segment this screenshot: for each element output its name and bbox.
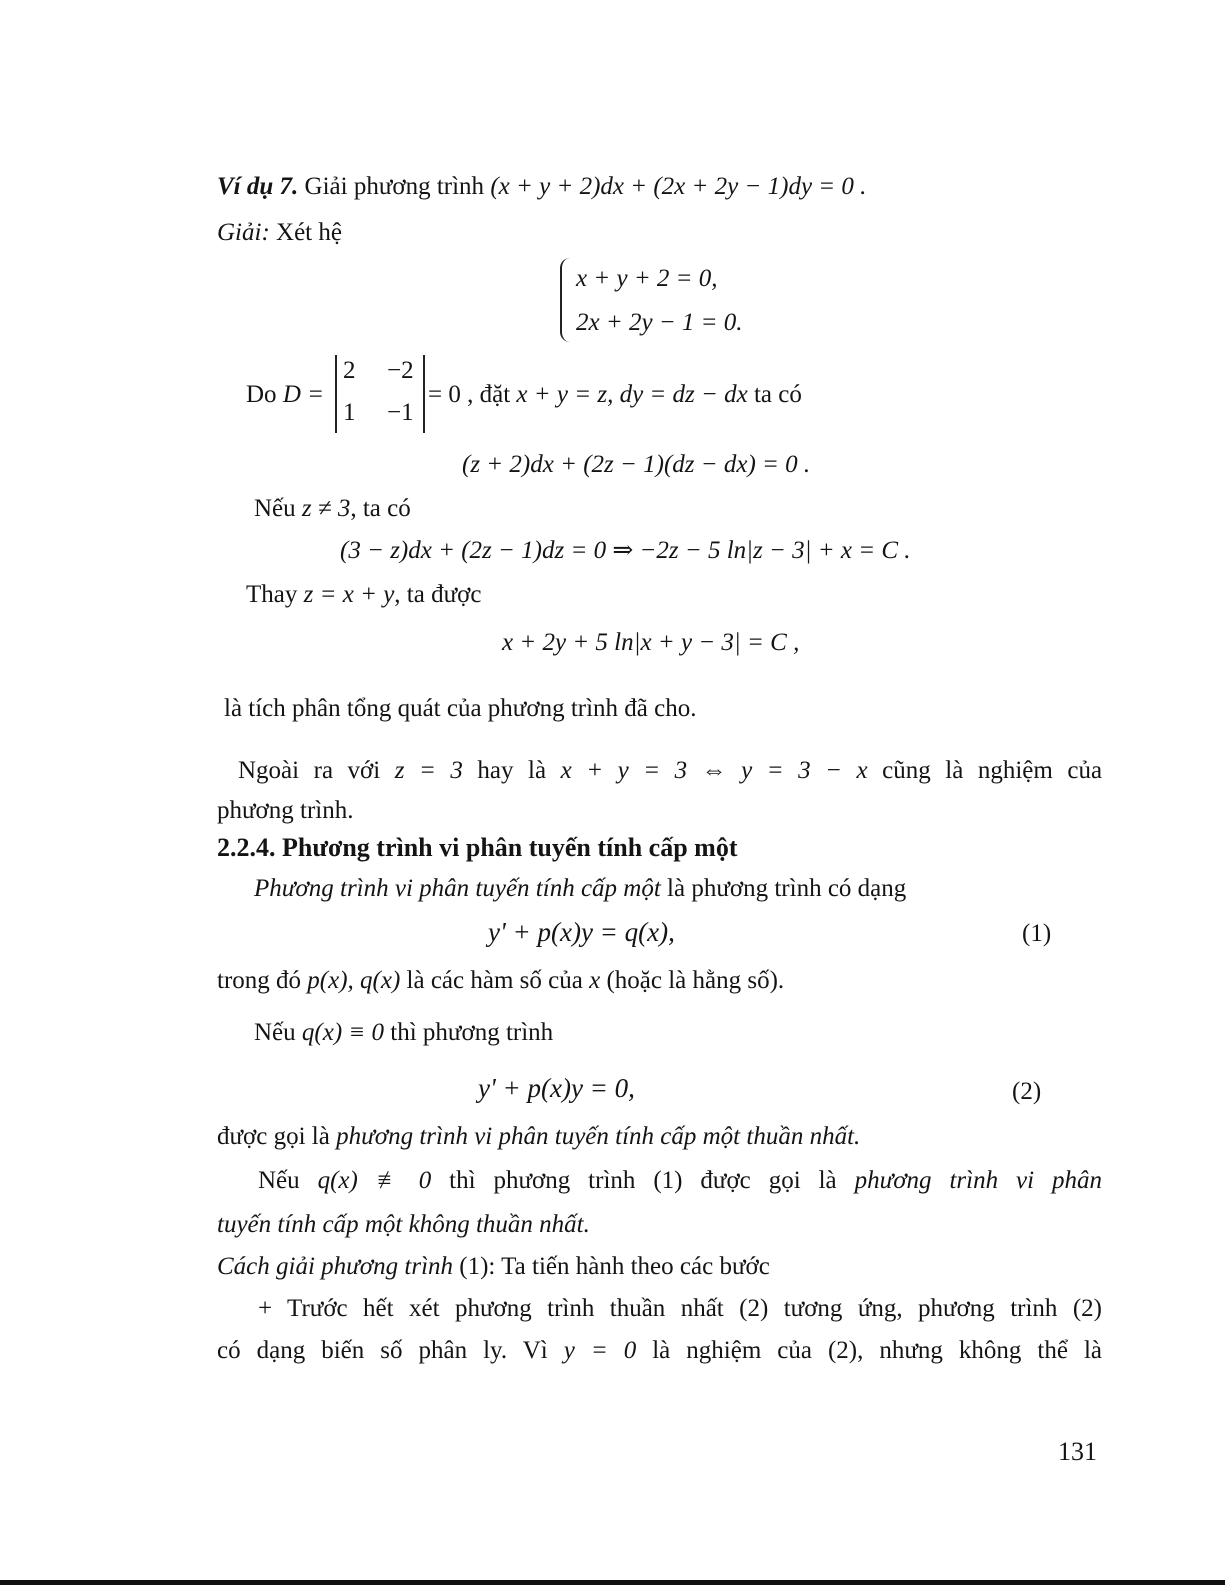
equation-1: y' + p(x)y = q(x), [488,917,675,947]
nonhom-a: Nếu [258,1167,300,1194]
equation-2-number: (2) [1012,1078,1042,1105]
thay-tail: , ta được [394,581,482,608]
if-zero-line [254,1018,553,1048]
ta-co: ta có [753,381,802,408]
step-line-1: + Trước hết xét phương trình thuần nhất (2) tương ứng, phương trình (2) [258,1295,1102,1322]
method-b: (1): Ta tiến hành theo các bước [459,1253,770,1280]
equation-1-number: (1) [1022,920,1052,947]
substitute-back-line [246,580,481,610]
solution-line [217,218,342,248]
system-brace [560,258,572,342]
bottom-rule [0,1580,1225,1585]
det-a12: −2 [387,357,414,384]
example-label: Ví dụ 7. [217,173,299,200]
step-2b: y = 0 [563,1337,637,1364]
if-zero-c: thì phương trình [390,1019,554,1046]
called-a: được gọi là [217,1123,330,1150]
substitution-line [428,380,802,410]
where-c: là các hàm số của [406,967,583,994]
neu-z-tail: , ta có [350,495,411,522]
det-a22: −1 [387,399,414,426]
called-line [217,1122,860,1152]
if-zero-b: q(x) ≡ 0 [301,1019,385,1046]
definition-italic: Phương trình vi phân tuyến tính cấp một [254,875,661,902]
z-condition: z ≠ 3 [301,495,351,522]
where-e: (hoặc là hằng số). [606,967,785,994]
nonhomogeneous-line-2: tuyến tính cấp một không thuần nhất. [217,1211,590,1238]
extra-1d: x + y = 3 ⇔ y = 3 − x [560,757,868,784]
step-2a: có dạng biến số phân ly. Vì [217,1337,548,1364]
example-equation: (x + y + 2)dx + (2x + 2y − 1)dy = 0 . [490,173,867,200]
extra-1a: Ngoài ra với [238,757,381,784]
example-text: Giải phương trình [304,173,485,200]
extra-line-1 [238,756,1102,786]
where-a: trong đó [217,967,302,994]
extra-1c: hay là [477,757,547,784]
det-a11: 2 [343,357,356,384]
called-b: phương trình vi phân tuyến tính cấp một thuần nhất. [336,1123,861,1150]
equation-z: (z + 2)dx + (2z − 1)(dz − dx) = 0 . [462,451,811,478]
extra-1b: z = 3 [394,757,463,784]
definition-tail: là phương trình có dạng [667,875,907,902]
section-heading: 2.2.4. Phương trình vi phân tuyến tính cấp một [217,833,738,862]
nonhom-c: thì phương trình (1) được gọi là [449,1167,837,1194]
do-label [246,380,324,410]
det-a21: 1 [343,399,356,426]
system-eq-2: 2x + 2y − 1 = 0. [576,309,743,336]
thay: Thay [246,581,298,608]
where-d: x [589,967,601,994]
step-line-2 [217,1336,1102,1366]
neu-z: Nếu [254,495,296,522]
d-equals: D = [282,381,324,408]
substitution: x + y = z, dy = dz − dx [516,381,748,408]
separated-equation: (3 − z)dx + (2z − 1)dz = 0 ⇒ −2z − 5 ln|z − 3| + x = C . [340,537,911,564]
system-eq-1: x + y + 2 = 0, [576,265,718,292]
determinant [335,355,425,433]
step-2c: là nghiệm của (2), nhưng không thể là [652,1337,1103,1364]
solution-label: Giải: [217,219,270,246]
definition-line [254,874,906,904]
if-z-line [254,494,411,524]
where-b: p(x), q(x) [307,967,401,994]
thay-expr: z = x + y [303,581,395,608]
solution-text: Xét hệ [276,219,342,246]
conclusion: là tích phân tổng quát của phương trình đã cho. [224,695,697,722]
where-line [217,966,784,996]
method-a: Cách giải phương trình [217,1253,454,1280]
nonhom-d: phương trình vi phân [854,1167,1103,1194]
page-number: 131 [1058,1437,1097,1466]
extra-1e: cũng là nghiệm của [882,757,1103,784]
if-zero-a: Nếu [254,1019,296,1046]
after-det: = 0 , đặt [428,381,511,408]
general-integral: x + 2y + 5 ln|x + y − 3| = C , [502,629,800,656]
nonhomogeneous-line-1 [258,1166,1102,1196]
method-line [217,1252,770,1282]
nonhom-b: q(x) ≢ 0 [317,1167,432,1194]
equation-2: y' + p(x)y = 0, [478,1073,635,1103]
do-text: Do [246,381,277,408]
extra-line-2: phương trình. [217,797,354,824]
example-line [217,172,866,202]
